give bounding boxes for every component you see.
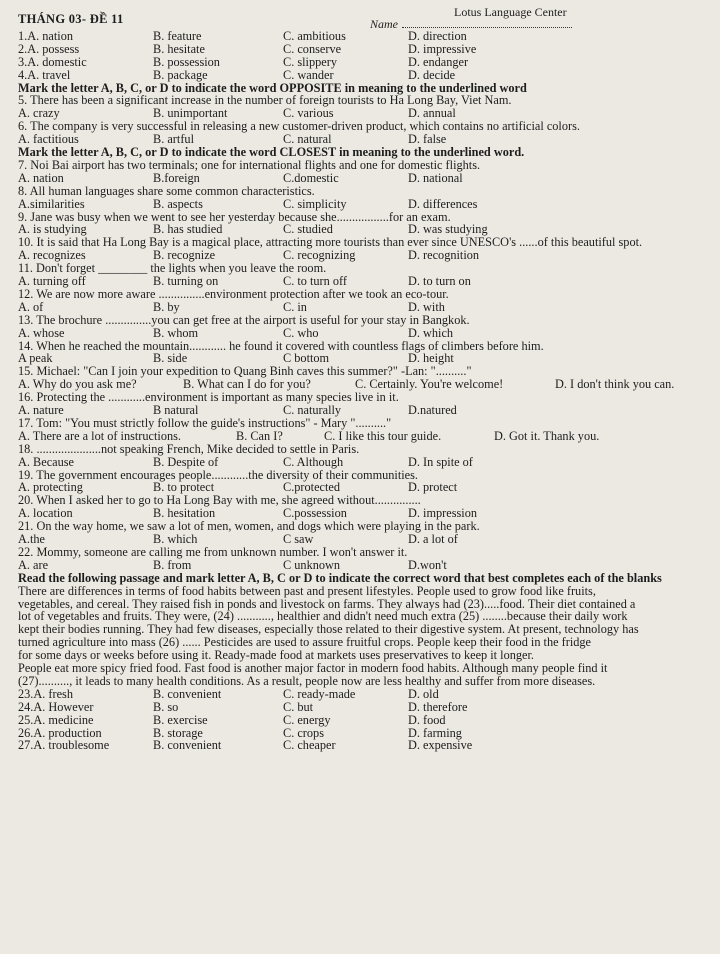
option: A. Why do you ask me? <box>18 377 137 392</box>
option: D. protect <box>408 480 458 495</box>
option: B natural <box>153 403 199 418</box>
passage-line: vegetables, and cereal. They raised fish in ponds and livestock on farms. They always had (23).....food. Their diet contained a <box>18 596 636 611</box>
option: A. is studying <box>18 222 87 237</box>
option: A. crazy <box>18 106 60 121</box>
option: C. simplicity <box>283 196 347 211</box>
question-15: 15. Michael: "Can I join your expedition to Quang Binh caves this summer?" -Lan: ".........." <box>18 364 472 379</box>
option: D. was studying <box>408 222 488 237</box>
passage-line: kept their bodies running. They had few diseases, especially those related to their digestive system. At present, technology has <box>18 622 639 637</box>
option: D. impressive <box>408 41 477 56</box>
question-22: 22. Mommy, someone are calling me from unknown number. I won't answer it. <box>18 544 408 559</box>
option: D. farming <box>408 725 462 740</box>
question-17: 17. Tom: "You must strictly follow the guide's instructions" - Mary ".........." <box>18 415 392 430</box>
option: B. artful <box>153 132 194 147</box>
option: D.natured <box>408 403 457 418</box>
option: 26.A. production <box>18 725 102 740</box>
option: C. energy <box>283 712 331 727</box>
instruction-opposite: Mark the letter A, B, C, or D to indicate the word OPPOSITE in meaning to the underlined word <box>18 80 527 95</box>
option: B. which <box>153 532 198 547</box>
option: D. expensive <box>408 738 473 753</box>
option: B. convenient <box>153 686 222 701</box>
option: A. whose <box>18 325 65 340</box>
option: A. Because <box>18 454 74 469</box>
question-10: 10. It is said that Ha Long Bay is a magical place, attracting more tourists than ever since UNESCO's ......of this beautiful spot. <box>18 235 643 250</box>
name-label: Name <box>370 17 398 31</box>
option: C. ready-made <box>283 686 356 701</box>
question-11: 11. Don't forget ________ the lights when you leave the room. <box>18 261 327 276</box>
options-23 <box>18 688 710 701</box>
options-7 <box>18 172 710 185</box>
option: B. to protect <box>153 480 215 495</box>
option: C.protected <box>283 480 341 495</box>
option: B. Can I? <box>236 428 283 443</box>
option: D. recognition <box>408 248 480 263</box>
options-13 <box>18 327 710 340</box>
option: C. Although <box>283 454 344 469</box>
option: B. turning on <box>153 274 219 289</box>
question-14: 14. When he reached the mountain............ he found it covered with countless flags of climbers before him. <box>18 338 544 353</box>
option: A. nation <box>18 170 64 185</box>
question-18: 18. .....................not speaking French, Mike decided to settle in Paris. <box>18 441 360 456</box>
option: A. recognizes <box>18 248 86 263</box>
passage-line: for some days or weeks before using it. Ready-made food at markets uses preservatives to keep it longer. <box>18 648 534 663</box>
question-9: 9. Jane was busy when we went to see her yesterday because she.................for an exam. <box>18 209 451 224</box>
passage-line: lot of vegetables and fruits. They were, (24) ..........., healthier and didn't need much extra (25) ........because their daily work <box>18 609 628 624</box>
option: 3.A. domestic <box>18 54 87 69</box>
instruction-passage: Read the following passage and mark letter A, B, C or D to indicate the correct word that best completes each of the blanks <box>18 570 662 585</box>
option: D.won't <box>408 557 447 572</box>
option: B.foreign <box>153 170 200 185</box>
question-5: 5. There has been a significant increase in the number of foreign tourists to Ha Long Bay, Viet Nam. <box>18 93 512 108</box>
option: B. package <box>153 67 208 82</box>
option: D. old <box>408 686 439 701</box>
option: C unknown <box>283 557 341 572</box>
option: B. has studied <box>153 222 223 237</box>
option: A peak <box>18 351 53 366</box>
option: A. There are a lot of instructions. <box>18 428 181 443</box>
option: A. nature <box>18 403 64 418</box>
question-20: 20. When I asked her to go to Ha Long Bay with me, she agreed without............... <box>18 493 421 508</box>
option: A.the <box>18 532 45 547</box>
option: C bottom <box>283 351 330 366</box>
option: D. direction <box>408 29 467 43</box>
option: C.domestic <box>283 170 339 185</box>
option: 1.A. nation <box>18 29 73 43</box>
options-18 <box>18 456 710 469</box>
name-blank[interactable] <box>402 17 572 28</box>
question-8: 8. All human languages share some common characteristics. <box>18 183 315 198</box>
option: D. which <box>408 325 454 340</box>
option: C. to turn off <box>283 274 347 289</box>
option: A. location <box>18 506 73 521</box>
option: D. therefore <box>408 699 468 714</box>
option: A. protecting <box>18 480 83 495</box>
option: B. from <box>153 557 192 572</box>
option: D. height <box>408 351 454 366</box>
passage-line: People eat more spicy fried food. Fast food is another major factor in modern food habits. Although many people find it <box>18 661 608 676</box>
option: C. recognizing <box>283 248 356 263</box>
options-17 <box>18 430 710 443</box>
option: D. national <box>408 170 463 185</box>
option: A.similarities <box>18 196 85 211</box>
option: D. decide <box>408 67 456 82</box>
option: C. crops <box>283 725 324 740</box>
option: B. by <box>153 299 180 314</box>
option: C. slippery <box>283 54 337 69</box>
option: B. unimportant <box>153 106 228 121</box>
option: 25.A. medicine <box>18 712 94 727</box>
question-13: 13. The brochure ...............you can get free at the airport is useful for your stay in Bangkok. <box>18 312 470 327</box>
option: C. naturally <box>283 403 342 418</box>
option: 24.A. However <box>18 699 94 714</box>
question-12: 12. We are now more aware ...............environment protection after we took an eco-tour. <box>18 286 449 301</box>
center-name: Lotus Language Center <box>454 5 567 19</box>
option: D. I don't think you can. <box>555 377 675 392</box>
option: D. food <box>408 712 446 727</box>
options-26 <box>18 727 710 740</box>
question-16: 16. Protecting the ............environment is important as many species live in it. <box>18 390 399 405</box>
option: D. false <box>408 132 447 147</box>
option: A. turning off <box>18 274 86 289</box>
option: C. in <box>283 299 307 314</box>
option: B. side <box>153 351 188 366</box>
option: B. whom <box>153 325 199 340</box>
option: C. natural <box>283 132 332 147</box>
option: D. with <box>408 299 445 314</box>
option: D. to turn on <box>408 274 471 289</box>
option: A. of <box>18 299 44 314</box>
option: B. aspects <box>153 196 203 211</box>
option: 27.A. troublesome <box>18 738 110 753</box>
options-24 <box>18 701 710 714</box>
question-6: 6. The company is very successful in releasing a new customer-driven product, which contains no artificial colors. <box>18 119 580 134</box>
option: D. impression <box>408 506 477 521</box>
instruction-closest: Mark the letter A, B, C, or D to indicate the word CLOSEST in meaning to the underlined word. <box>18 145 525 160</box>
passage-line: turned agriculture into mass (26) ...... Pesticides are used to assure fruitful crops. People keep their food in the fridge <box>18 635 592 650</box>
option: 23.A. fresh <box>18 686 73 701</box>
option: C. wander <box>283 67 334 82</box>
option: 4.A. travel <box>18 67 71 82</box>
sheet-title: THÁNG 03- ĐỀ 11 <box>18 12 124 26</box>
option: D. endanger <box>408 54 469 69</box>
option: B. convenient <box>153 738 222 753</box>
options-12 <box>18 301 710 314</box>
option: B. recognize <box>153 248 216 263</box>
question-7: 7. Noi Bai airport has two terminals; one for international flights and one for domestic flights. <box>18 157 481 172</box>
option: B. hesitation <box>153 506 216 521</box>
option: C.possession <box>283 506 347 521</box>
options-22 <box>18 559 710 572</box>
option: B. Despite of <box>153 454 219 469</box>
passage-line: (27).........., it leads to many health conditions. As a result, people now are less healthy and suffer from more diseases. <box>18 673 596 688</box>
option: C. various <box>283 106 334 121</box>
option: C. conserve <box>283 41 342 56</box>
option: B. What can I do for you? <box>183 377 311 392</box>
option: D. differences <box>408 196 478 211</box>
options-21 <box>18 533 710 546</box>
option: A. are <box>18 557 49 572</box>
pron-row <box>18 30 710 43</box>
options-16 <box>18 404 710 417</box>
pron-row <box>18 69 710 82</box>
question-19: 19. The government encourages people............the diversity of their communities. <box>18 467 419 482</box>
option: B. storage <box>153 725 203 740</box>
option: B. feature <box>153 29 202 43</box>
option: A. factitious <box>18 132 79 147</box>
option: C. who <box>283 325 319 340</box>
option: C saw <box>283 532 314 547</box>
question-21: 21. On the way home, we saw a lot of men, women, and dogs which were playing in the park. <box>18 519 480 534</box>
option: D. annual <box>408 106 456 121</box>
option: C. studied <box>283 222 333 237</box>
options-8 <box>18 198 710 211</box>
option: C. Certainly. You're welcome! <box>355 377 504 392</box>
option: D. a lot of <box>408 532 458 547</box>
worksheet-content <box>18 30 710 752</box>
pron-row <box>18 56 710 69</box>
option: B. so <box>153 699 179 714</box>
options-25 <box>18 714 710 727</box>
options-27 <box>18 739 710 752</box>
option: C. but <box>283 699 314 714</box>
option: B. hesitate <box>153 41 205 56</box>
option: C. ambitious <box>283 29 346 43</box>
option: 2.A. possess <box>18 41 80 56</box>
option: C. cheaper <box>283 738 336 753</box>
pron-row <box>18 43 710 56</box>
option: D. Got it. Thank you. <box>494 428 600 443</box>
option: B. exercise <box>153 712 208 727</box>
passage-line: There are differences in terms of food habits between past and present lifestyles. People used to grow food like fruits, <box>18 583 596 598</box>
option: D. In spite of <box>408 454 473 469</box>
option: B. possession <box>153 54 220 69</box>
option: C. I like this tour guide. <box>324 428 442 443</box>
